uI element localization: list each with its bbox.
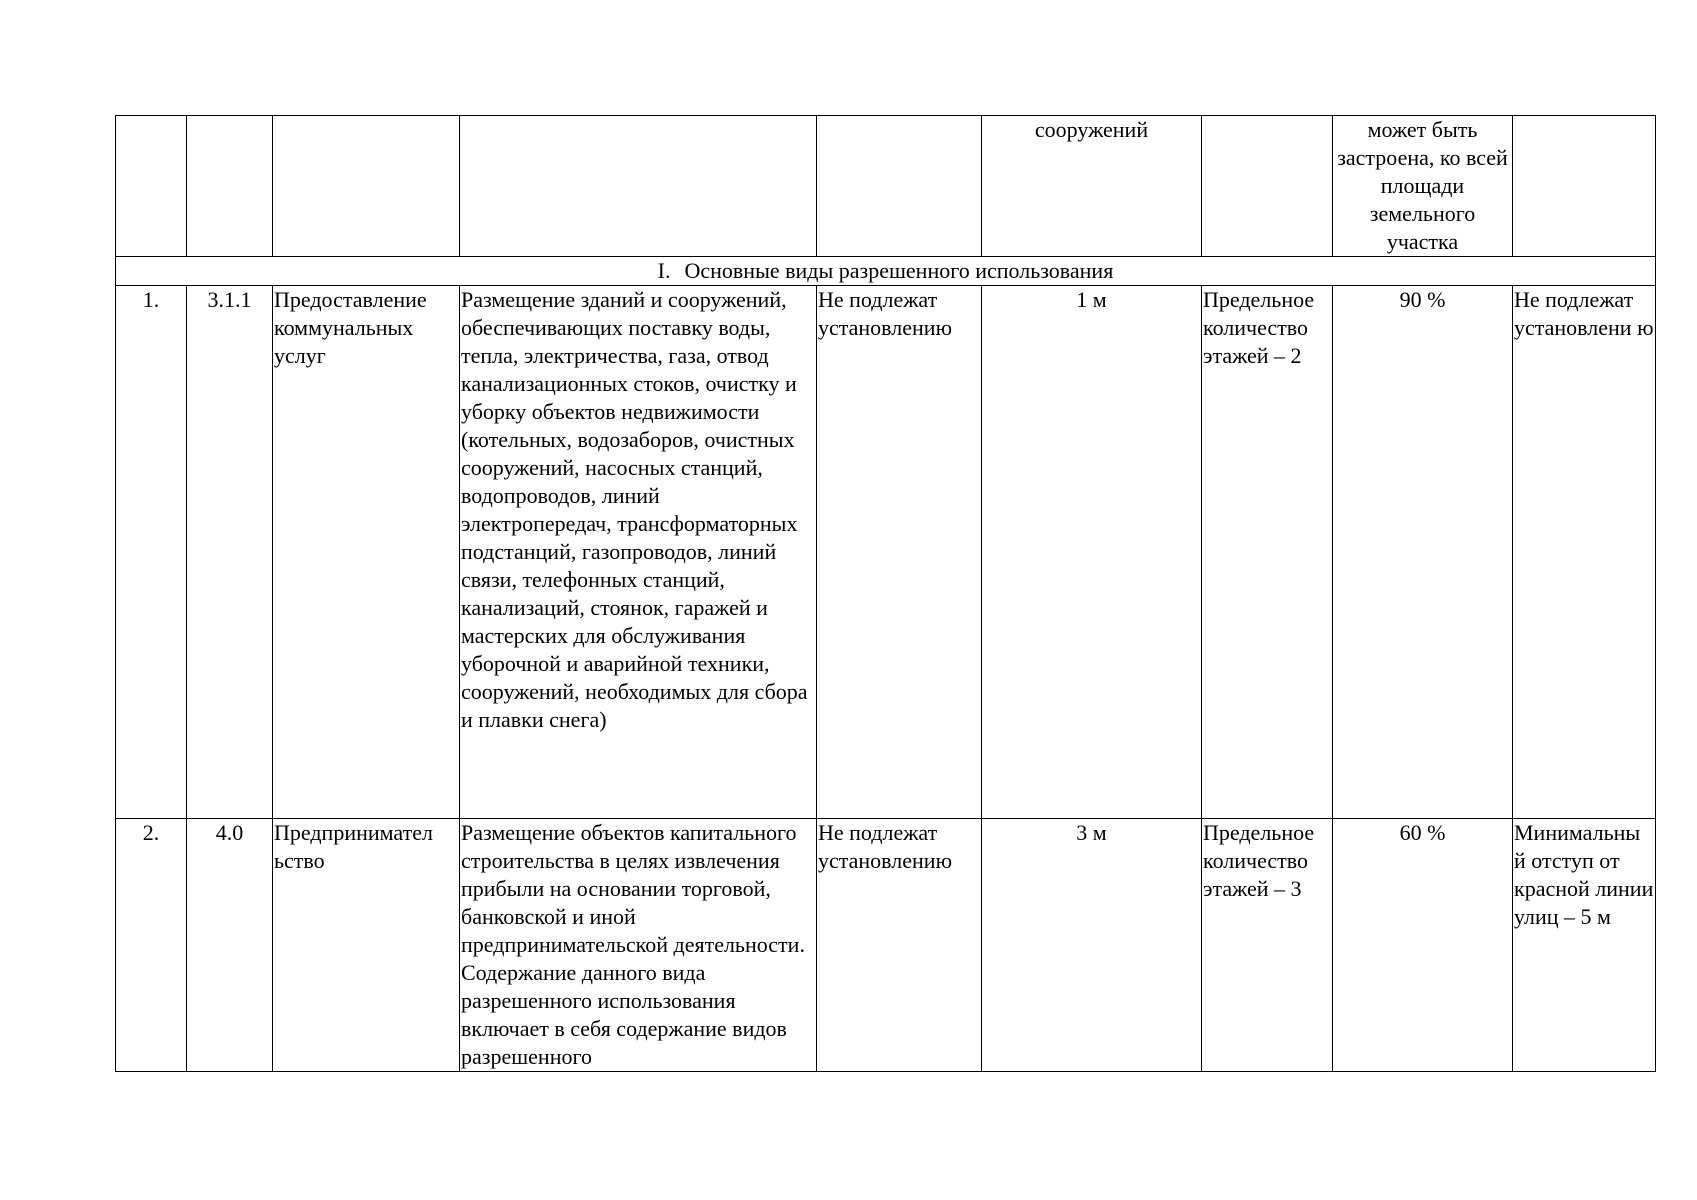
table-cell	[460, 116, 817, 257]
max-coverage: 90 %	[1333, 286, 1513, 819]
table-row-continuation	[116, 116, 1656, 257]
table-cell	[1202, 116, 1333, 257]
max-floors: Предельное количество этажей – 2	[1202, 286, 1333, 819]
use-name: Предпринимател ьство	[273, 819, 460, 1072]
table-cell	[273, 116, 460, 257]
use-code: 3.1.1	[187, 286, 273, 819]
section-title: Основные виды разрешенного использования	[684, 258, 1114, 283]
max-floors: Предельное количество этажей – 3	[1202, 819, 1333, 1072]
other-parameters: Минимальны й отступ от красной линии улиц – 5 м	[1513, 819, 1656, 1072]
use-description: Размещение объектов капитального строительства в целях извлечения прибыли на основании торговой, банковской и иной предпринимательской деятельности. Содержание данного вида разрешенного использования включает в себя содержание видов разрешенного	[460, 819, 817, 1072]
table-row	[116, 286, 1656, 819]
use-description: Размещение зданий и сооружений, обеспечивающих поставку воды, тепла, электричества, газа, отвод канализационных стоков, очистку и уборку объектов недвижимости (котельных, водозаборов, очистных сооружений, насосных станций, водопроводов, линий электропередач, трансформаторных подстанций, газопроводов, линий связи, телефонных станций, канализаций, стоянок, гаражей и мастерских для обслуживания уборочной и аварийной техники, сооружений, необходимых для сбора и плавки снега)	[460, 286, 817, 819]
use-code: 4.0	[187, 819, 273, 1072]
plot-size: Не подлежат установлению	[817, 286, 982, 819]
table-row	[116, 819, 1656, 1072]
use-name: Предоставление коммунальных услуг	[273, 286, 460, 819]
min-setback: 1 м	[982, 286, 1202, 819]
table-cell	[1513, 116, 1656, 257]
section-number: I.	[657, 258, 671, 283]
table-cell: может быть застроена, ко всей площади земельного участка	[1333, 116, 1513, 257]
table-row-section-heading	[116, 257, 1656, 286]
plot-size: Не подлежат установлению	[817, 819, 982, 1072]
max-coverage: 60 %	[1333, 819, 1513, 1072]
land-use-regulations-table	[115, 115, 1656, 1072]
row-number: 1.	[116, 286, 187, 819]
table-cell: сооружений	[982, 116, 1202, 257]
other-parameters: Не подлежат установлени ю	[1513, 286, 1656, 819]
table-cell	[187, 116, 273, 257]
table-cell	[116, 116, 187, 257]
section-heading	[116, 257, 1656, 286]
min-setback: 3 м	[982, 819, 1202, 1072]
table-cell	[817, 116, 982, 257]
row-number: 2.	[116, 819, 187, 1072]
